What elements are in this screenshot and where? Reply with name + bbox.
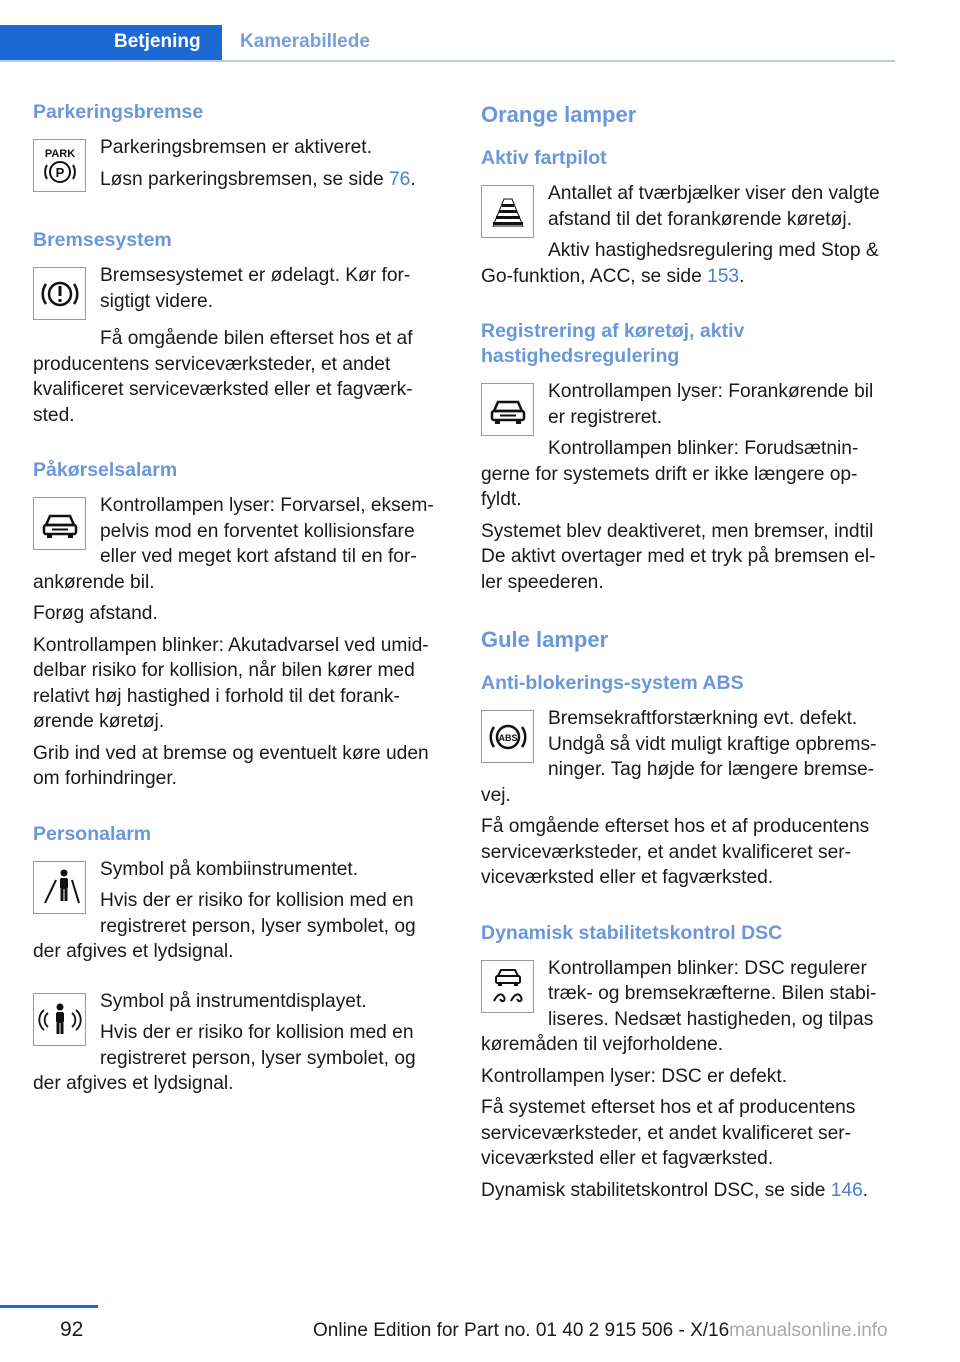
paragraph: gerne for systemets drift er ikke længere op- fyldt. <box>481 463 858 510</box>
page-link[interactable]: 76 <box>389 168 411 190</box>
section-personalarm <box>33 822 448 1097</box>
section-abs <box>481 671 896 891</box>
page-header <box>0 0 895 62</box>
tab-betjening[interactable]: Betjening <box>0 25 222 60</box>
section-aktiv-fartpilot <box>481 146 896 289</box>
paragraph: Kontrollampen blinker: DSC regulerer træk- og bremsekræfterne. Bilen stabi- liseres. Nedsæt hastigheden, og tilpas <box>548 957 877 1030</box>
footer-rule <box>0 1305 98 1308</box>
heading-gule-lamper: Gule lamper <box>481 627 609 652</box>
section-title: Påkørselsalarm <box>33 459 178 481</box>
paragraph: Kontrollampen blinker: Forudsætnin- <box>548 438 859 459</box>
paragraph: Systemet blev deaktiveret, men bremser, indtil De aktivt overtager med et tryk på bremsen el- ler speederen. <box>481 520 876 593</box>
paragraph: Symbol på kombiinstrumentet. <box>100 858 359 880</box>
section-title: Aktiv fartpilot <box>481 147 607 169</box>
section-title: Dynamisk stabilitetskontrol DSC <box>481 921 783 944</box>
header-rule <box>0 60 895 62</box>
section-title: Bremsesystem <box>33 229 172 251</box>
paragraph: producentens serviceværksteder, et andet kvalificeret serviceværksted eller et fagværk- sted. <box>33 353 413 426</box>
paragraph: Bremsekraftforstærkning evt. defekt. Undgå så vidt muligt kraftige opbrems- ninger. Tag højde for længere bremse- <box>548 708 877 780</box>
section-parkeringsbremse <box>33 100 448 198</box>
paragraph: Kontrollampen blinker: Akutadvarsel ved umid- delbar risiko for kollision, når bilen kører med relativt høj hastighed i forhold til det forank- ørende køretøj. <box>33 634 429 732</box>
vehicle-detected-icon <box>481 383 534 436</box>
section-dsc <box>481 921 896 1204</box>
tab-kamerabillede[interactable]: Kamerabillede <box>240 31 370 52</box>
paragraph: Løsn parkeringsbremsen, se side 76. <box>100 168 416 190</box>
dsc-skid-icon <box>481 960 534 1013</box>
section-title: Parkeringsbremse <box>33 101 204 123</box>
paragraph: Parkeringsbremsen er aktiveret. <box>100 137 372 158</box>
svg-text:ABS: ABS <box>497 732 518 743</box>
abs-icon <box>481 710 534 763</box>
paragraph: Hvis der er risiko for kollision med en registreret person, lyser symbolet, og <box>100 1022 416 1069</box>
page-link[interactable]: 153 <box>707 265 740 287</box>
section-registrering <box>481 319 896 595</box>
svg-text:PARK: PARK <box>44 147 75 160</box>
section-title: Personalarm <box>33 822 152 845</box>
paragraph: Grib ind ved at bremse og eventuelt køre uden om forhindringer. <box>33 742 429 789</box>
paragraph: Hvis der er risiko for kollision med en registreret person, lyser symbolet, og <box>100 890 416 937</box>
brake-warning-icon <box>33 267 86 320</box>
paragraph: Bremsesystemet er ødelagt. Kør for- sigtigt videre. <box>100 265 411 312</box>
paragraph: Symbol på instrumentdisplayet. <box>100 990 367 1012</box>
paragraph: Få omgående bilen efterset hos et af <box>100 328 413 349</box>
paragraph: Få systemet efterset hos et af producentens serviceværksteder, et andet kvalificeret ser- viceværksted eller et fagværksted. <box>481 1097 856 1169</box>
paragraph: Få omgående efterset hos et af producentens serviceværksteder, et andet kvalificeret ser- viceværksted eller et fagværksted. <box>481 816 870 888</box>
paragraph: der afgives et lydsignal. <box>33 1073 234 1094</box>
paragraph: Kontrollampen lyser: DSC er defekt. <box>481 1065 788 1087</box>
section-paakoerselsalarm <box>33 458 448 792</box>
paragraph: Kontrollampen lyser: Forankørende bil er registreret. <box>548 381 874 428</box>
paragraph: Kontrollampen lyser: Forvarsel, eksem- pelvis mod en forventet kollisionsfare eller ved meget kort afstand til en for- <box>100 495 434 567</box>
distance-bars-icon <box>481 185 534 238</box>
svg-text:P: P <box>55 164 64 180</box>
right-column <box>481 100 896 1233</box>
paragraph: Dynamisk stabilitetskontrol DSC, se side 146. <box>481 1179 869 1201</box>
paragraph: Antallet af tværbjælker viser den valgte afstand til det forankørende køretøj. <box>548 183 880 230</box>
paragraph: Aktiv hastighedsregulering med Stop & <box>548 240 879 261</box>
section-title: Registrering af køretøj, aktiv hastighedsregulering <box>481 320 745 367</box>
paragraph: der afgives et lydsignal. <box>33 941 234 962</box>
section-bremsesystem <box>33 228 448 428</box>
section-title: Anti-blokerings-system ABS <box>481 672 744 694</box>
paragraph: ankørende bil. <box>33 571 155 593</box>
heading-orange-lamper: Orange lamper <box>481 102 637 127</box>
park-brake-icon <box>33 139 86 192</box>
left-column <box>33 100 448 1127</box>
page-number: 92 <box>60 1318 84 1341</box>
pedestrian-icon <box>33 861 86 914</box>
footer-edition: Online Edition for Part no. 01 40 2 915 506 - X/16manualsonline.info <box>313 1320 888 1341</box>
paragraph: Forøg afstand. <box>33 603 158 624</box>
collision-car-icon <box>33 497 86 550</box>
page-link[interactable]: 146 <box>830 1179 863 1201</box>
paragraph: køremåden til vejforholdene. <box>481 1034 724 1055</box>
footer-watermark: manualsonline.info <box>729 1320 888 1341</box>
pedestrian-display-icon <box>33 993 86 1046</box>
paragraph: Go-funktion, ACC, se side 153. <box>481 265 745 287</box>
paragraph: vej. <box>481 784 511 806</box>
